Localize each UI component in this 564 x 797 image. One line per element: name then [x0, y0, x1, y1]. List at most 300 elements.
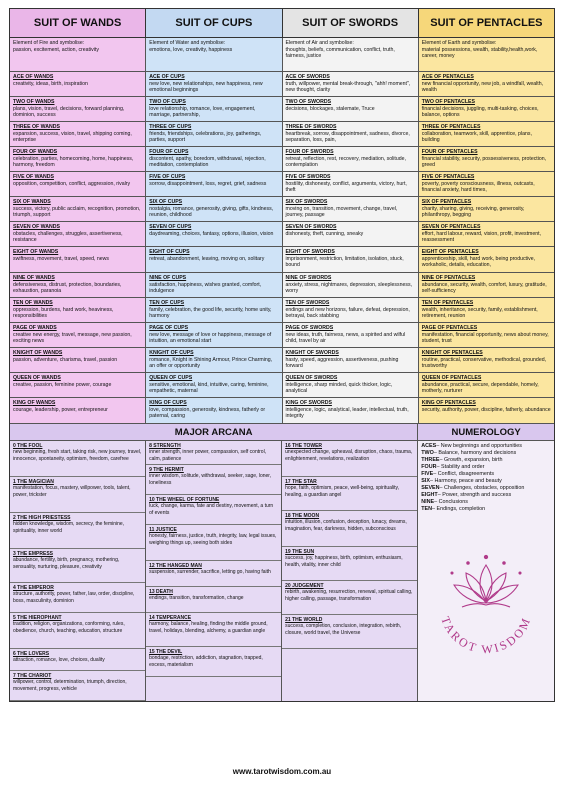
numerology-panel [418, 441, 554, 701]
card-meaning: family, celebration, the good life, security, home unity, harmony [149, 306, 272, 319]
card-title: KNIGHT OF SWORDS [285, 350, 339, 356]
card-meaning: expansion, success, vision, travel, shipping coming, enterprise [13, 130, 132, 143]
swords-intro [283, 38, 419, 71]
arcana-card [10, 513, 145, 549]
wands-card [10, 197, 146, 221]
pentacles-card [419, 273, 554, 297]
card-title: TWO OF PENTACLES [421, 99, 475, 105]
wands-card [10, 122, 146, 146]
intro-label: Element of Water and symbolise: [149, 40, 226, 46]
pentacles-card [419, 122, 554, 146]
card-title: TEN OF SWORDS [285, 300, 330, 306]
arcana-card [282, 615, 417, 649]
swords-card [283, 222, 419, 246]
card-title: FIVE OF CUPS [149, 174, 186, 180]
suit-grid [10, 38, 554, 424]
card-meaning: moving on, transition, movement, change, travel, journey, passage [285, 205, 398, 218]
card-meaning: satisfaction, happiness, wishes granted, comfort, indulgence [149, 281, 262, 294]
arcana-card [10, 441, 145, 477]
card-meaning: heartbreak, sorrow, disappointment, sadness, divorce, separation, loss, pain, [285, 130, 410, 143]
arcana-card-meaning: structure, authority, power, father, law, order, discipline, boss, masculinity, dominion [13, 591, 135, 604]
card-meaning: financial stability, security, possessiveness, protection, greed [421, 155, 547, 168]
intro-label: Element of Earth and symbolise: [421, 40, 497, 46]
arcana-card-meaning: attraction, romance, love, choices, duality [13, 657, 105, 664]
suit-card-row [10, 97, 554, 122]
numerology-key: TWO [421, 450, 434, 457]
card-meaning: friends, friendships, celebrations, joy, gatherings, parties, support [149, 130, 262, 143]
numerology-title: NUMEROLOGY [418, 424, 554, 440]
arcana-card-title: 19 THE SUN [285, 549, 315, 555]
cups-card [146, 373, 282, 397]
card-title: EIGHT OF SWORDS [285, 249, 335, 255]
card-meaning: defensiveness, distrust, protection, boundaries, exhaustion, paranoia [13, 281, 122, 294]
arcana-card-meaning: abundance, fertility, birth, pregnancy, mothering, sensuality, nurturing, pleasure, creativity [13, 557, 120, 570]
cups-card [146, 298, 282, 322]
intro-text: emotions, love, creativity, happiness [149, 46, 233, 53]
numerology-item [418, 506, 554, 513]
suit-header-row [10, 9, 554, 38]
numerology-text: – Conclusions [434, 499, 469, 506]
suit-intro-row [10, 38, 554, 72]
pentacles-intro [419, 38, 554, 71]
card-title: NINE OF SWORDS [285, 275, 332, 281]
arcana-card-meaning: luck, change, karma, fate and destiny, movement, a turn of events [149, 503, 274, 516]
numerology-key: FOUR [421, 464, 437, 471]
cups-card [146, 348, 282, 372]
pentacles-card [419, 247, 554, 272]
card-title: QUEEN OF PENTACLES [421, 375, 482, 381]
pentacles-card [419, 373, 554, 397]
numerology-item [418, 485, 554, 492]
arcana-card [10, 583, 145, 613]
card-meaning: new love, new relationships, new happiness, new emotional beginnings [149, 80, 263, 93]
pentacles-card [419, 222, 554, 246]
arcana-card [10, 549, 145, 583]
card-title: TEN OF CUPS [149, 300, 185, 306]
card-meaning: abundance, practical, secure, dependable, homely, motherly, nurturer [421, 381, 539, 394]
card-meaning: creativity, ideas, birth, inspiration [13, 80, 88, 87]
swords-card [283, 247, 419, 272]
card-title: TEN OF PENTACLES [421, 300, 474, 306]
cups-card [146, 222, 282, 246]
numerology-item [418, 492, 554, 499]
wands-card [10, 398, 146, 423]
arcana-card-title: 12 THE HANGED MAN [149, 563, 202, 569]
card-meaning: sorrow, disappointment, loss, regret, grief, sadness [149, 180, 267, 187]
pentacles-card [419, 97, 554, 121]
cups-card [146, 323, 282, 347]
card-meaning: nostalgia, romance, generosity, giving, gifts, kindness, reunion, childhood [149, 205, 274, 218]
numerology-text: – Power, strength and success [437, 492, 512, 499]
card-title: QUEEN OF SWORDS [285, 375, 338, 381]
card-title: QUEEN OF CUPS [149, 375, 193, 381]
arcana-card [146, 647, 281, 677]
numerology-item [418, 499, 554, 506]
arcana-card-meaning: rebirth, awakening, resurrection, renewal, spiritual calling, higher calling, passage, transformation [285, 589, 413, 602]
arcana-card-meaning: honesty, fairness, justice, truth, integrity, law, legal issues, weighing things up, seeing both sides [149, 533, 277, 546]
suit-card-row [10, 172, 554, 197]
arcana-card-title: 8 STRENGTH [149, 443, 181, 449]
cups-card [146, 197, 282, 221]
card-title: EIGHT OF CUPS [149, 249, 190, 255]
arcana-card-meaning: success, joy, happiness, birth, optimism, enthusiasm, health, vitality, inner child [285, 555, 403, 568]
suit-card-row [10, 222, 554, 247]
lower-section [10, 441, 554, 701]
card-meaning: dishonesty, theft, cunning, sneaky [285, 230, 364, 237]
card-title: NINE OF CUPS [149, 275, 187, 281]
wands-card [10, 348, 146, 372]
swords-card [283, 172, 419, 196]
swords-card [283, 97, 419, 121]
suit-card-row [10, 273, 554, 298]
card-meaning: daydreaming, choices, fantasy, options, illusion, vision [149, 230, 274, 237]
arcana-column [10, 441, 146, 701]
card-meaning: intelligence, sharp minded, quick thicker, logic, analytical [285, 381, 393, 394]
arcana-card [282, 441, 417, 477]
card-meaning: swiftness, movement, travel, speed, news [13, 255, 110, 262]
intro-text: thoughts, beliefs, communication, conflict, truth, fairness, justice [285, 46, 395, 59]
card-title: PAGE OF WANDS [13, 325, 57, 331]
card-title: PAGE OF CUPS [149, 325, 189, 331]
suit-card-row [10, 298, 554, 323]
card-meaning: new ideas, truth, fairness, news, a spirited and wilful child, travel by air [285, 331, 406, 344]
card-meaning: discontent, apathy, boredom, withdrawal, rejection, meditation, contemplation [149, 155, 266, 168]
card-meaning: financial decisions, juggling, multi-tasking, choices, balance, options [421, 105, 539, 118]
arcana-card-title: 15 THE DEVIL [149, 649, 183, 655]
card-title: QUEEN OF WANDS [13, 375, 61, 381]
numerology-text: – Conflict, disagreements [433, 471, 495, 478]
card-title: KNIGHT OF WANDS [13, 350, 63, 356]
numerology-text: – Challenges, obstacles, opposition [439, 485, 525, 492]
tarot-sheet [9, 8, 555, 702]
card-title: KNIGHT OF PENTACLES [421, 350, 483, 356]
arcana-card [10, 649, 145, 671]
wands-header: SUIT OF WANDS [10, 9, 146, 37]
card-title: ACE OF CUPS [149, 74, 185, 80]
footer-url[interactable]: www.tarotwisdom.com.au [232, 767, 332, 776]
card-meaning: creative, passion, feminine power, courage [13, 381, 112, 388]
cups-card [146, 97, 282, 121]
card-title: ACE OF WANDS [13, 74, 54, 80]
major-arcana-grid [10, 441, 418, 701]
card-title: SEVEN OF WANDS [13, 224, 60, 230]
arcana-card-title: 10 THE WHEEL OF FORTUNE [149, 497, 220, 503]
card-title: FIVE OF SWORDS [285, 174, 331, 180]
wands-card [10, 97, 146, 121]
arcana-card-title: 4 THE EMPEROR [13, 585, 54, 591]
pentacles-card [419, 197, 554, 221]
arcana-card-title: 2 THE HIGH PRIESTESS [13, 515, 71, 521]
arcana-card-title: 14 TEMPERANCE [149, 615, 192, 621]
cups-intro [146, 38, 282, 71]
swords-card [283, 122, 419, 146]
card-meaning: passion, adventure, charisma, travel, passion [13, 356, 118, 363]
numerology-item [418, 450, 554, 457]
tarot-wisdom-logo [418, 513, 554, 701]
swords-card [283, 197, 419, 221]
card-title: SEVEN OF CUPS [149, 224, 192, 230]
suit-card-row [10, 197, 554, 222]
arcana-card-title: 17 THE STAR [285, 479, 317, 485]
numerology-item [418, 471, 554, 478]
card-meaning: collaboration, teamwork, skill, apprentice, plans, building [421, 130, 532, 143]
arcana-card [10, 613, 145, 649]
wands-card [10, 373, 146, 397]
card-title: ACE OF SWORDS [285, 74, 330, 80]
numerology-key: SIX [421, 478, 430, 485]
arcana-card-title: 5 THE HIEROPHANT [13, 615, 62, 621]
intro-text: material possessions, wealth, stability,health,work, career, money [421, 46, 538, 59]
arcana-card-title: 11 JUSTICE [149, 527, 177, 533]
card-title: TWO OF CUPS [149, 99, 186, 105]
arcana-card-title: 18 THE MOON [285, 513, 320, 519]
pentacles-card [419, 323, 554, 347]
card-title: FIVE OF PENTACLES [421, 174, 475, 180]
arcana-card-title: 6 THE LOVERS [13, 651, 50, 657]
card-meaning: retreat, reflection, rest, recovery, mediation, solitude, contemplation [285, 155, 406, 168]
arcana-card-title: 9 THE HERMIT [149, 467, 184, 473]
arcana-card-title: 0 THE FOOL [13, 443, 43, 449]
numerology-key: SEVEN [421, 485, 440, 492]
card-meaning: abundance, security, wealth, comfort, luxury, gratitude, self-sufficiency [421, 281, 547, 294]
numerology-item [418, 457, 554, 464]
numerology-item [418, 443, 554, 450]
pentacles-card [419, 398, 554, 423]
svg-text:TAROT WISDOM [438, 614, 533, 656]
arcana-card-meaning: suspension, surrender, sacrifice, letting go, having faith [149, 569, 271, 576]
intro-text: passion, excitement, action, creativity [13, 46, 99, 53]
card-title: FIVE OF WANDS [13, 174, 54, 180]
numerology-text: – New beginnings and opportunities [436, 443, 522, 449]
card-meaning: new financial opportunity, new job, a windfall, wealth, wealth [421, 80, 544, 93]
card-meaning: opposition, competition, conflict, aggression, rivalry [13, 180, 131, 187]
card-title: KING OF CUPS [149, 400, 187, 406]
arcana-card [146, 561, 281, 587]
swords-card [283, 348, 419, 372]
arcana-card-meaning: new beginning, fresh start, taking risk, new journey, travel, innocence, spontaneity, optimism, freedom, carefree [13, 449, 142, 462]
cups-card [146, 72, 282, 96]
card-meaning: imprisonment, restriction, limitation, isolation, stuck, bound [285, 255, 404, 268]
card-title: EIGHT OF PENTACLES [421, 249, 479, 255]
pentacles-card [419, 172, 554, 196]
card-meaning: endings and new horizons, failure, defeat, depression, betrayal, back stabbing [285, 306, 410, 319]
numerology-list [418, 441, 554, 513]
suit-card-row [10, 348, 554, 373]
lower-header-row [10, 424, 554, 441]
card-title: NINE OF WANDS [13, 275, 55, 281]
pentacles-card [419, 72, 554, 96]
wands-card [10, 323, 146, 347]
pentacles-card [419, 298, 554, 322]
arcana-card-meaning: bondage, restriction, addiction, stagnation, trapped, excess, materialism [149, 655, 263, 668]
arcana-card-meaning: willpower, control, determination, triumph, direction, movement, progress, vehicle [13, 679, 127, 692]
card-title: EIGHT OF WANDS [13, 249, 59, 255]
card-meaning: sensitive, emotional, kind, intuitive, caring, feminine, empathetic, maternal [149, 381, 269, 394]
arcana-card [10, 671, 145, 701]
card-title: SEVEN OF SWORDS [285, 224, 337, 230]
wands-card [10, 172, 146, 196]
pentacles-card [419, 348, 554, 372]
card-title: SIX OF WANDS [13, 199, 51, 205]
arcana-card-meaning: harmony, balance, healing, finding the middle ground, travel, holidays, blending, alchemy, a guardian angle [149, 621, 268, 634]
card-meaning: anxiety, stress, nightmares, depression, sleeplessness, worry [285, 281, 412, 294]
card-meaning: hasty, speed, aggression, assertiveness, pushing forward [285, 356, 399, 369]
card-title: TWO OF SWORDS [285, 99, 332, 105]
arcana-card-title: 20 JUDGEMENT [285, 583, 324, 589]
numerology-key: FIVE [421, 471, 434, 478]
card-meaning: celebration, parties, homecoming, home, happiness, harmony, freedom [13, 155, 134, 168]
arcana-card-meaning: inner wisdom, solitude, withdrawal, seeker, sage, loner, loneliness [149, 473, 272, 486]
swords-card [283, 72, 419, 96]
numerology-key: ACES [421, 443, 437, 449]
cups-card [146, 122, 282, 146]
major-arcana-title: MAJOR ARCANA [10, 424, 418, 440]
numerology-text: – Growth, expansion, birth [439, 457, 503, 464]
swords-card [283, 398, 419, 423]
intro-label: Element of Air and symbolise: [285, 40, 354, 46]
card-title: FOUR OF PENTACLES [421, 149, 478, 155]
card-meaning: effort, hard labour, reward, vision, profit, investment, reassessment [421, 230, 542, 243]
suit-card-row [10, 72, 554, 97]
arcana-card-title: 1 THE MAGICIAN [13, 479, 54, 485]
lotus-icon [422, 543, 550, 671]
suit-card-row [10, 373, 554, 398]
wands-card [10, 273, 146, 297]
card-title: PAGE OF PENTACLES [421, 325, 478, 331]
suit-card-row [10, 147, 554, 172]
wands-card [10, 147, 146, 171]
intro-label: Element of Fire and symbolise: [13, 40, 85, 46]
arcana-card-meaning: endings, transition, transformation, change [149, 595, 244, 602]
arcana-card-title: 7 THE CHARIOT [13, 673, 52, 679]
card-meaning: intelligence, logic, analytical, leader, intellectual, truth, integrity [285, 406, 409, 419]
numerology-key: THREE [421, 457, 440, 464]
arcana-card [146, 613, 281, 647]
numerology-text: – Harmony, peace and beauty [429, 478, 502, 485]
arcana-card-meaning: hidden knowledge, wisdom, secrecy, the feminine, spirituality, inner world [13, 521, 125, 534]
card-title: THREE OF SWORDS [285, 124, 337, 130]
card-title: THREE OF PENTACLES [421, 124, 481, 130]
arcana-card-meaning: intuition, illusion, confusion, deception, lunacy, dreams, imagination, fear, darkness, hidden, subconscious [285, 519, 407, 532]
numerology-key: NINE [421, 499, 435, 506]
card-title: FOUR OF SWORDS [285, 149, 334, 155]
card-meaning: wealth, inheritance, security, family, establishment, retirement, reunion [421, 306, 538, 319]
cups-card [146, 147, 282, 171]
card-meaning: charity, sharing, giving, receiving, generosity, philanthropy, begging [421, 205, 525, 218]
cups-card [146, 172, 282, 196]
card-meaning: oppression, burdens, hard work, heaviness, responsibilities [13, 306, 114, 319]
arcana-card [146, 587, 281, 613]
arcana-card [10, 477, 145, 513]
arcana-card [146, 441, 281, 465]
cups-header: SUIT OF CUPS [146, 9, 282, 37]
card-title: FOUR OF CUPS [149, 149, 189, 155]
card-title: KING OF WANDS [13, 400, 56, 406]
swords-card [283, 147, 419, 171]
numerology-item [418, 478, 554, 485]
cups-card [146, 273, 282, 297]
arcana-card [282, 511, 417, 547]
pentacles-header: SUIT OF PENTACLES [419, 9, 554, 37]
card-title: FOUR OF WANDS [13, 149, 58, 155]
swords-card [283, 298, 419, 322]
card-title: KING OF PENTACLES [421, 400, 476, 406]
arcana-card-meaning: tradition, religion, organizations, conforming, rules, obedience, church, teaching, education, structure [13, 621, 125, 634]
card-title: THREE OF WANDS [13, 124, 60, 130]
card-meaning: retreat, abandonment, leaving, moving on, solitary [149, 255, 265, 262]
swords-card [283, 273, 419, 297]
arcana-card-title: 16 THE TOWER [285, 443, 323, 449]
card-meaning: love, compassion, generosity, kindness, fatherly or paternal, caring [149, 406, 266, 419]
wands-intro [10, 38, 146, 71]
arcana-column [146, 441, 282, 701]
card-title: KING OF SWORDS [285, 400, 332, 406]
numerology-item [418, 464, 554, 471]
arcana-card-title: 21 THE WORLD [285, 617, 323, 623]
card-title: THREE OF CUPS [149, 124, 192, 130]
numerology-text: – Stability and order [436, 464, 485, 471]
swords-header: SUIT OF SWORDS [283, 9, 419, 37]
logo-text: TAROT WISDOM [438, 614, 534, 657]
card-meaning: decisions, blockages, stalemate, Truce [285, 105, 375, 112]
card-meaning: truth, willpower, mental break-through, "ahh! moment", new thought, clarity [285, 80, 411, 93]
arcana-card [146, 525, 281, 561]
card-title: SEVEN OF PENTACLES [421, 224, 481, 230]
arcana-card-title: 3 THE EMPRESS [13, 551, 54, 557]
cups-card [146, 398, 282, 423]
card-title: PAGE OF SWORDS [285, 325, 334, 331]
arcana-card [146, 465, 281, 495]
card-meaning: romance, Knight in Shining Armour, Prince Charming, an offer or opportunity [149, 356, 273, 369]
suit-card-row [10, 398, 554, 424]
arcana-card-meaning: hope, faith, optimism, peace, well-being, spirituality, healing, a guardian angel [285, 485, 400, 498]
arcana-card [282, 547, 417, 581]
arcana-card-meaning: success, completion, conclusion, integration, rebirth, closure, world travel, the Universe [285, 623, 402, 636]
card-meaning: courage, leadership, power, entrepreneur [13, 406, 108, 413]
card-title: ACE OF PENTACLES [421, 74, 474, 80]
card-title: NINE OF PENTACLES [421, 275, 476, 281]
arcana-column [282, 441, 417, 701]
card-meaning: success, victory, public acclaim, recognition, promotion, triumph, support [13, 205, 141, 218]
card-meaning: poverty, poverty consciousness, illness, outcasts, financial anxiety, hard times, [421, 180, 535, 193]
wands-card [10, 72, 146, 96]
card-title: KNIGHT OF CUPS [149, 350, 194, 356]
card-meaning: obstacles, challenges, struggles, assertiveness, resistance [13, 230, 123, 243]
card-title: SIX OF CUPS [149, 199, 183, 205]
card-meaning: hostility, dishonesty, conflict, arguments, victory, hurt, theft [285, 180, 407, 193]
card-title: SIX OF PENTACLES [421, 199, 472, 205]
card-meaning: routine, practical, conservative, methodical, grounded, trustworthy [421, 356, 547, 369]
numerology-text: – Balance, harmony and decisions [433, 450, 517, 457]
card-title: SIX OF SWORDS [285, 199, 328, 205]
arcana-card [282, 477, 417, 511]
wands-card [10, 298, 146, 322]
suit-card-row [10, 122, 554, 147]
arcana-card-meaning: unexpected change, upheaval, disruption, chaos, trauma, enlightenment, revelations, realization [285, 449, 413, 462]
card-meaning: plans, vision, travel, decisions, forward planning, dominion, success [13, 105, 125, 118]
arcana-card [146, 495, 281, 525]
numerology-text: – Endings, completion [432, 506, 486, 513]
suit-card-row [10, 323, 554, 348]
pentacles-card [419, 147, 554, 171]
card-meaning: creative new energy, travel, message, new passion, exciting news [13, 331, 132, 344]
arcana-card [282, 581, 417, 615]
swords-card [283, 373, 419, 397]
arcana-card-meaning: inner strength, inner power, compassion, self control, calm, patience [149, 449, 267, 462]
wands-card [10, 247, 146, 272]
arcana-card-title: 13 DEATH [149, 589, 173, 595]
swords-card [283, 323, 419, 347]
